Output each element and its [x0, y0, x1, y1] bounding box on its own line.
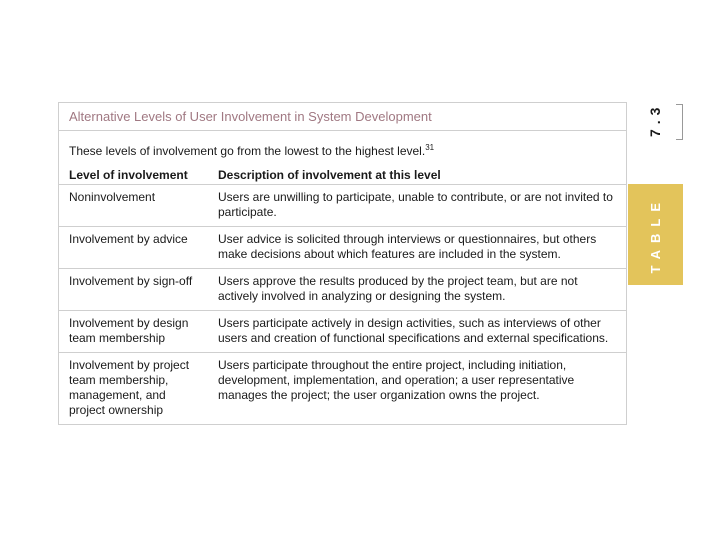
- table-number: 7.3: [647, 102, 663, 138]
- table-header-row: [59, 159, 626, 185]
- row-level: Involvement by advice: [69, 232, 188, 246]
- involvement-table: [58, 102, 627, 425]
- table-label: TABLE: [648, 195, 663, 274]
- row-description: Users participate throughout the entire project, including initiation, development, implementation, and operation; a user representative manages the project; the user organization owns the project.: [218, 358, 575, 402]
- row-description: Users approve the results produced by the project team, but are not actively involved in analyzing or designing the system.: [218, 274, 578, 303]
- row-description: User advice is solicited through interviews or questionnaires, but others make decisions about which features are included in the system.: [218, 232, 597, 261]
- table-row: [59, 311, 626, 353]
- table-row: [59, 353, 626, 424]
- table-row: [59, 185, 626, 227]
- intro-text: These levels of involvement go from the lowest to the highest level.: [69, 144, 426, 158]
- header-description: Description of involvement at this level: [218, 168, 441, 182]
- table-row: [59, 269, 626, 311]
- table-row: [59, 227, 626, 269]
- table-intro: [59, 131, 626, 159]
- row-level: Involvement by sign-off: [69, 274, 193, 288]
- row-description: Users participate actively in design activities, such as interviews of other users and creation of functional specifications and external specifications.: [218, 316, 609, 345]
- row-description: Users are unwilling to participate, unable to contribute, or are not invited to participate.: [218, 190, 613, 219]
- table-title: Alternative Levels of User Involvement in System Development: [59, 103, 626, 131]
- table-label-tab: [628, 184, 683, 285]
- header-level: Level of involvement: [69, 168, 188, 182]
- footnote-ref: 31: [425, 143, 435, 152]
- row-level: Involvement by design team membership: [69, 316, 189, 345]
- bracket-decoration: [676, 104, 683, 140]
- row-level: Involvement by project team membership, management, and project ownership: [69, 358, 190, 417]
- row-level: Noninvolvement: [69, 190, 156, 204]
